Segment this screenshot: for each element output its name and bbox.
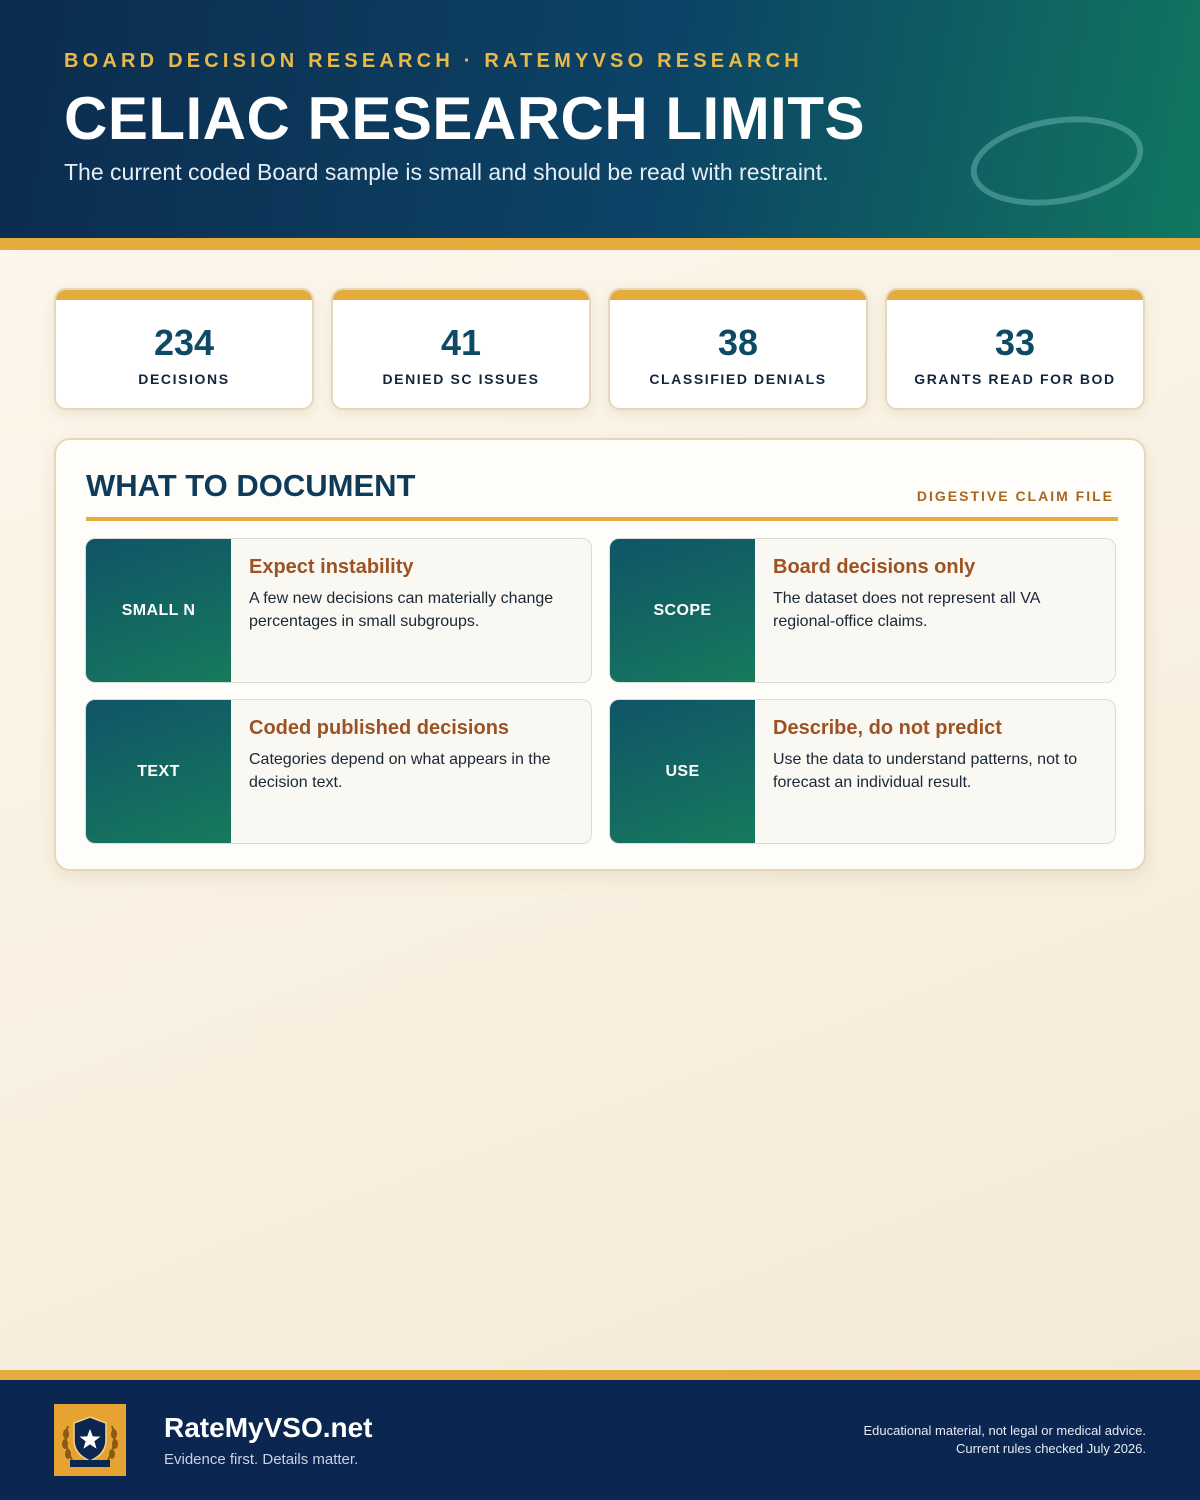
disclaimer-line-1: Educational material, not legal or medical advice. xyxy=(863,1423,1146,1438)
header-kicker: BOARD DECISION RESEARCH · RATEMYVSO RESEARCH xyxy=(64,50,803,72)
stat-label: CLASSIFIED DENIALS xyxy=(649,371,827,387)
panel-tag: DIGESTIVE CLAIM FILE xyxy=(916,488,1114,504)
panel-title: WHAT TO DOCUMENT xyxy=(86,468,416,503)
card-text: The dataset does not represent all VA regional-office claims. xyxy=(773,590,1040,630)
page-title: CELIAC RESEARCH LIMITS xyxy=(64,85,866,152)
card-scope xyxy=(609,538,1116,683)
footer-divider xyxy=(0,1370,1200,1380)
stat-value: 33 xyxy=(994,322,1036,363)
decorative-ring-icon xyxy=(964,105,1149,217)
stat-value: 41 xyxy=(440,322,482,363)
card-tag: USE xyxy=(610,700,755,843)
card-tag: TEXT xyxy=(86,700,231,843)
card-title: Board decisions only xyxy=(773,556,976,578)
card-use xyxy=(609,699,1116,844)
brand-tagline: Evidence first. Details matter. xyxy=(164,1451,359,1468)
stat-label: GRANTS READ FOR BOD xyxy=(914,371,1116,387)
shield-star-laurel-icon xyxy=(54,1404,126,1476)
stat-card-grants-read-for-bod xyxy=(885,288,1145,410)
stat-card-decisions xyxy=(54,288,314,410)
brand-name: RateMyVSO.net xyxy=(164,1412,373,1443)
card-title: Coded published decisions xyxy=(249,717,510,739)
stat-label: DENIED SC ISSUES xyxy=(382,371,540,387)
card-text-source xyxy=(85,699,592,844)
card-tag: SMALL N xyxy=(86,539,231,682)
stat-card-denied-sc-issues xyxy=(331,288,591,410)
stat-card-classified-denials xyxy=(608,288,868,410)
card-text: A few new decisions can materially change percentages in small subgroups. xyxy=(249,590,554,630)
card-tag: SCOPE xyxy=(610,539,755,682)
page-subtitle: The current coded Board sample is small and should be read with restraint. xyxy=(64,159,829,185)
card-text: Categories depend on what appears in the decision text. xyxy=(249,751,551,791)
disclaimer-line-2: Current rules checked July 2026. xyxy=(955,1441,1146,1456)
stat-value: 234 xyxy=(153,322,215,363)
header-banner xyxy=(0,0,1200,238)
card-text: Use the data to understand patterns, not to forecast an individual result. xyxy=(773,751,1078,791)
card-small-n xyxy=(85,538,592,683)
stat-label: DECISIONS xyxy=(138,371,230,387)
footer xyxy=(0,1380,1200,1500)
panel-divider xyxy=(86,517,1118,521)
header-divider xyxy=(0,238,1200,250)
stats-row xyxy=(54,288,1146,410)
footer-disclaimer xyxy=(726,1422,1146,1458)
document-panel xyxy=(54,438,1146,871)
card-title: Describe, do not predict xyxy=(773,717,1002,739)
card-title: Expect instability xyxy=(249,556,414,578)
stat-value: 38 xyxy=(717,322,759,363)
